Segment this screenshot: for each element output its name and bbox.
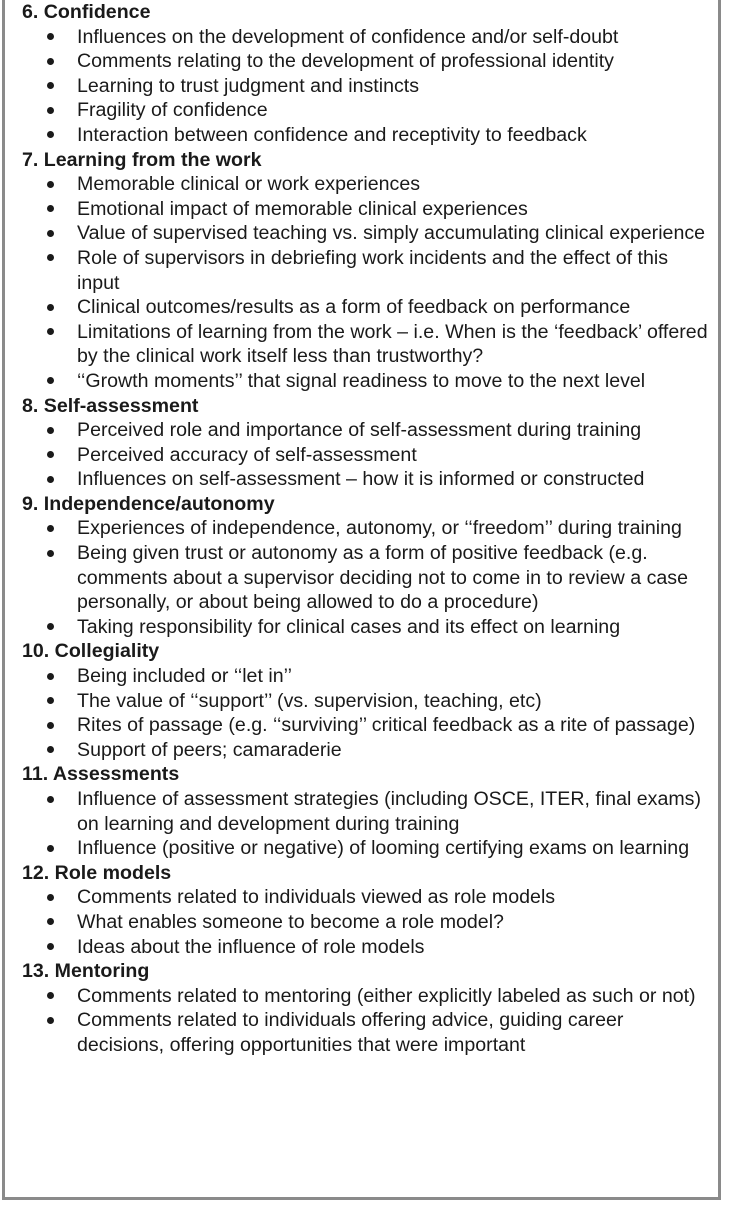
list-item: Being included or ‘‘let in’’	[22, 664, 722, 689]
bullet-icon	[47, 550, 54, 557]
theme-list	[22, 0, 722, 1058]
bullet-icon	[47, 673, 54, 680]
bullet-icon	[47, 697, 54, 704]
list-item: Comments related to mentoring (either explicitly labeled as such or not)	[22, 984, 722, 1009]
list-item: Comments related to individuals offering advice, guiding career decisions, offering opportunities that were important	[22, 1008, 722, 1057]
item-list	[22, 516, 722, 639]
bullet-icon	[47, 525, 54, 532]
item-list	[22, 25, 722, 148]
bullet-icon	[47, 33, 54, 40]
bullet-icon	[47, 107, 54, 114]
list-item: Taking responsibility for clinical cases and its effect on learning	[22, 615, 722, 640]
section-heading: 10. Collegiality	[22, 640, 160, 663]
list-item: Role of supervisors in debriefing work incidents and the effect of this input	[22, 246, 722, 295]
bullet-icon	[47, 1017, 54, 1024]
item-list	[22, 418, 722, 492]
section-heading: 6. Confidence	[22, 1, 151, 23]
item-list	[22, 984, 722, 1058]
bullet-icon	[47, 58, 54, 65]
list-item: Influence of assessment strategies (including OSCE, ITER, final exams) on learning and development during training	[22, 787, 722, 836]
list-item: Interaction between confidence and receptivity to feedback	[22, 123, 722, 148]
list-item: Perceived role and importance of self-assessment during training	[22, 418, 722, 443]
list-item: Influence (positive or negative) of looming certifying exams on learning	[22, 836, 722, 861]
list-item: Comments related to individuals viewed as role models	[22, 885, 722, 910]
bullet-icon	[47, 722, 54, 729]
bullet-icon	[47, 476, 54, 483]
list-item: Influences on self-assessment – how it is informed or constructed	[22, 467, 722, 492]
list-item: Learning to trust judgment and instincts	[22, 74, 722, 99]
list-item: Emotional impact of memorable clinical experiences	[22, 197, 722, 222]
section-heading: 11. Assessments	[22, 763, 180, 786]
list-item: Limitations of learning from the work – i.e. When is the ‘feedback’ offered by the clinical work itself less than trustworthy?	[22, 320, 722, 369]
list-item: Rites of passage (e.g. ‘‘surviving’’ critical feedback as a rite of passage)	[22, 713, 722, 738]
list-item: Ideas about the influence of role models	[22, 935, 722, 960]
bullet-icon	[47, 181, 54, 188]
list-item: Experiences of independence, autonomy, or ‘‘freedom’’ during training	[22, 516, 722, 541]
bullet-icon	[47, 230, 54, 237]
bullet-icon	[47, 254, 54, 261]
section-role-models	[22, 861, 722, 959]
item-list	[22, 664, 722, 762]
item-list	[22, 885, 722, 959]
list-item: Clinical outcomes/results as a form of feedback on performance	[22, 295, 722, 320]
bullet-icon	[47, 205, 54, 212]
section-confidence	[22, 0, 722, 148]
item-list	[22, 787, 722, 861]
bullet-icon	[47, 746, 54, 753]
bullet-icon	[47, 377, 54, 384]
bullet-icon	[47, 131, 54, 138]
bullet-icon	[47, 328, 54, 335]
section-heading: 8. Self-assessment	[22, 394, 199, 417]
list-item: Comments relating to the development of professional identity	[22, 49, 722, 74]
section-assessments	[22, 762, 722, 860]
list-item: Being given trust or autonomy as a form of positive feedback (e.g. comments about a supervisor deciding not to come in to review a case personally, or about being allowed to do a procedure)	[22, 541, 722, 615]
bullet-icon	[47, 918, 54, 925]
bullet-icon	[47, 451, 54, 458]
list-item: The value of ‘‘support’’ (vs. supervision, teaching, etc)	[22, 689, 722, 714]
bullet-icon	[47, 82, 54, 89]
bullet-icon	[47, 427, 54, 434]
bullet-icon	[47, 992, 54, 999]
bullet-icon	[47, 943, 54, 950]
bullet-icon	[47, 796, 54, 803]
list-item: Perceived accuracy of self-assessment	[22, 443, 722, 468]
bullet-icon	[47, 845, 54, 852]
list-item: Influences on the development of confidence and/or self-doubt	[22, 25, 722, 50]
list-item: Value of supervised teaching vs. simply accumulating clinical experience	[22, 221, 722, 246]
bullet-icon	[47, 894, 54, 901]
list-item: Memorable clinical or work experiences	[22, 172, 722, 197]
section-heading: 9. Independence/autonomy	[22, 492, 275, 515]
bullet-icon	[47, 304, 54, 311]
section-learning-from-the-work	[22, 148, 722, 394]
section-heading: 12. Role models	[22, 861, 172, 884]
section-mentoring	[22, 959, 722, 1057]
section-collegiality	[22, 639, 722, 762]
section-independence-autonomy	[22, 492, 722, 640]
section-self-assessment	[22, 394, 722, 492]
list-item: Support of peers; camaraderie	[22, 738, 722, 763]
list-item: ‘‘Growth moments’’ that signal readiness to move to the next level	[22, 369, 722, 394]
section-heading: 13. Mentoring	[22, 960, 150, 983]
list-item: Fragility of confidence	[22, 98, 722, 123]
section-heading: 7. Learning from the work	[22, 148, 262, 171]
item-list	[22, 172, 722, 393]
bullet-icon	[47, 623, 54, 630]
list-item: What enables someone to become a role model?	[22, 910, 722, 935]
